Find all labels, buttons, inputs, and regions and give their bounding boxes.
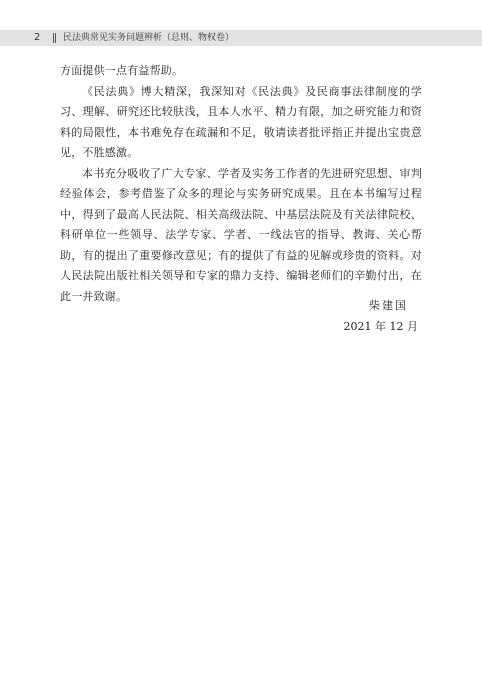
paragraph: 《民法典》博大精深，我深知对《民法典》及民商事法律制度的学习、理解、研究还比较肤浅，且本人水平、精力有限，加之研究能力和资料的局限性，本书难免存在疏漏和不足，敬请读者批评指正并提出宝贵意见，不胜感激。 — [60, 84, 422, 159]
paragraph: 本书充分吸收了广大专家、学者及实务工作者的先进研究思想、审判经验体会，参考借鉴了众多的理论与实务研究成果。且在本书编写过程中，得到了最高人民法院、相关高级法院、中基层法院及有关法律院校、科研单位一些领导、法学专家、学者、一线法官的指导、教诲、关心帮助，有的提出了重要修改意见；有的提供了有益的见解或珍贵的资料。对人民法院出版社相关领导和专家的鼎力支持、编辑老师们的辛勤付出，在此一并致谢。 — [60, 166, 422, 303]
body-text — [60, 61, 422, 307]
header-divider — [53, 33, 56, 43]
author-name: 柴建国 — [369, 299, 408, 312]
signature-block — [344, 296, 418, 337]
running-title: 民法典常见实务问题辨析（总则、物权卷） — [63, 33, 235, 43]
page-number: 2 — [34, 32, 41, 43]
paragraph-continuation: 方面提供一点有益帮助。 — [60, 64, 184, 77]
signature-date: 2021 年 12 月 — [343, 319, 418, 333]
